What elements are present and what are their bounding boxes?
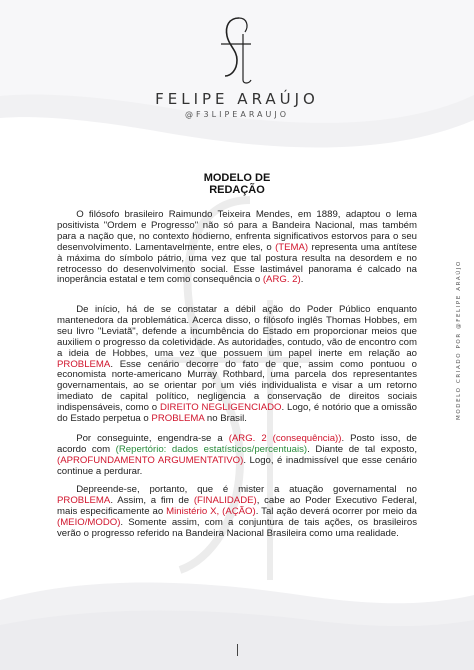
logo-monogram-icon	[217, 14, 257, 84]
paragraph-text: . Logo, é inadmissível que esse cenário continue a perdurar.	[57, 454, 417, 477]
placeholder-highlight: DIREITO NEGLIGENCIADO	[159, 402, 282, 414]
placeholder-highlight: PROBLEMA	[151, 413, 205, 425]
paragraph-text: no Brasil.	[204, 413, 247, 425]
placeholder-highlight: Ministério X, (AÇÃO)	[166, 505, 256, 517]
paragraph-conclusion	[57, 485, 417, 540]
page-title	[0, 172, 474, 196]
paragraph-text: . Logo, é notório que a omissão do Estado perpetua o	[57, 402, 417, 425]
paragraph-text: Depreende-se, portanto, que é mister a atuação governamental no	[76, 484, 417, 495]
paragraph-introduction	[57, 210, 417, 286]
paragraph-text: . Assim, a fim de	[110, 494, 194, 506]
paragraph-development-1	[57, 305, 417, 425]
paragraph-text: .	[300, 274, 304, 286]
page-divider	[237, 644, 238, 656]
paragraph-text: De início, há de se constatar a débil ação do Poder Público enquanto mantenedora da problemática. Acerca disso, o filósofo inglês Thomas Hobbes, em seu livro "Leviatã", defende a incumbência do Estado em proporcionar meios que auxiliem o progresso da coletividade. As autoridades, contudo, vão de encontro com a ideia de Hobbes, uma vez que possuem um papel inerte em relação ao	[57, 304, 417, 359]
paragraph-text: representa uma antítese à máxima do símbolo pátrio, uma vez que tal postura resulta na desordem e no retrocesso do desenvolvimento social. Esse lastimável panorama é calcado na inoperância estatal e tem como consequência o	[57, 241, 417, 286]
side-credit-text: MODELO CRIADO POR @FELIPE ARAÚJO	[456, 260, 462, 420]
placeholder-highlight: (MEIO/MODO)	[57, 516, 121, 528]
placeholder-highlight: (Repertório: dados estatísticos/percentuais)	[115, 443, 308, 455]
placeholder-highlight: (APROFUNDAMENTO ARGUMENTATIVO)	[57, 454, 244, 466]
title-line-2: REDAÇÃO	[209, 184, 265, 196]
paragraph-development-2	[57, 434, 417, 478]
paragraph-indent	[57, 304, 76, 315]
placeholder-highlight: (ARG. 2 (consequência))	[228, 433, 342, 444]
title-line-1: MODELO DE	[203, 172, 271, 184]
placeholder-highlight: PROBLEMA	[57, 494, 111, 506]
brand-name: FELIPE ARAÚJO	[155, 90, 319, 108]
paragraph-indent	[57, 433, 76, 444]
placeholder-highlight: PROBLEMA	[57, 358, 111, 370]
paragraph-text: . Esse cenário decorre do fato de que, assim como pontuou o economista norte-americano Murray Rothbard, uma parcela dos representantes governamentais, ao se orientar por um viés individualista e visar a um retorno imediato de capital político, negligencia a conservação de direitos sociais indispensáveis, como o	[57, 358, 417, 414]
paragraph-text: Por conseguinte, engendra-se a	[76, 433, 229, 444]
placeholder-highlight: (ARG. 2)	[262, 274, 301, 286]
paragraph-text: O filósofo brasileiro Raimundo Teixeira Mendes, em 1889, adaptou o lema positivista "Ordem e Progresso" não só para a Bandeira Nacional, mas também para a nação que, no contexto hodierno, enfrenta significativos estorvos para o seu desenvolvimento. Lamentavelmente, entre eles, o	[57, 209, 417, 253]
paragraph-text: . Tal ação deverá ocorrer por meio da	[255, 505, 417, 517]
paragraph-text: , cabe ao Poder Executivo Federal, mais especificamente ao	[57, 494, 418, 517]
paragraph-text: . Diante de tal exposto,	[307, 443, 417, 455]
paragraph-indent	[57, 484, 76, 495]
paragraph-indent	[57, 209, 76, 220]
brand-handle: @F3LIPEARAUJO	[184, 110, 290, 119]
placeholder-highlight: (FINALIDADE)	[193, 494, 257, 506]
paragraph-text: . Posto isso, de acordo com	[57, 433, 418, 455]
placeholder-highlight: (TEMA)	[275, 241, 309, 253]
paragraph-text: . Somente assim, com a conjuntura de tais ações, os brasileiros verão o progresso referido na Bandeira Nacional Brasileira como uma realidade.	[57, 516, 417, 539]
